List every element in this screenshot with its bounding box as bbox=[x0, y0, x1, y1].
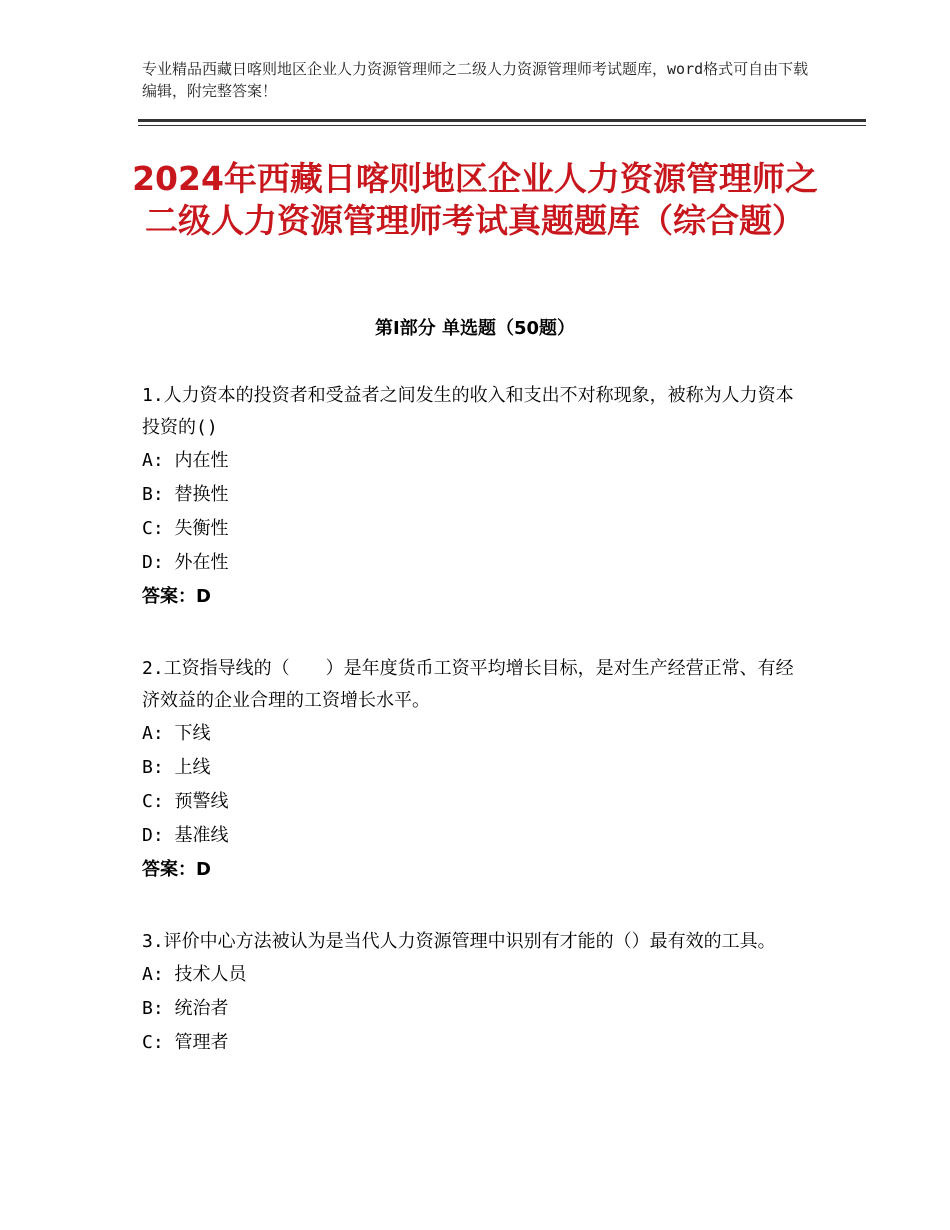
option-d: D: 基准线 bbox=[142, 825, 229, 846]
option-d: D: 外在性 bbox=[142, 552, 229, 573]
question-stem: 1.人力资本的投资者和受益者之间发生的收入和支出不对称现象，被称为人力资本投资的() bbox=[142, 385, 794, 438]
option-c: C: 管理者 bbox=[142, 1032, 229, 1053]
option-a: A: 下线 bbox=[142, 723, 211, 744]
question-3 bbox=[142, 926, 802, 1060]
option-c: C: 预警线 bbox=[142, 791, 229, 812]
option-b: B: 替换性 bbox=[142, 484, 229, 505]
question-2 bbox=[142, 653, 802, 887]
answer-label: 答案： bbox=[142, 859, 196, 880]
document-title: 2024年西藏日喀则地区企业人力资源管理师之二级人力资源管理师考试真题题库（综合题） bbox=[132, 159, 818, 240]
header-note: 专业精品西藏日喀则地区企业人力资源管理师之二级人力资源管理师考试题库，word格式可自由下载编辑，附完整答案！ bbox=[142, 60, 809, 100]
section-heading: 第Ⅰ部分 单选题（50题） bbox=[374, 318, 575, 339]
answer bbox=[142, 853, 802, 887]
option-a: A: 技术人员 bbox=[142, 964, 247, 985]
answer-value: D bbox=[196, 859, 211, 880]
answer-value: D bbox=[196, 586, 211, 607]
option-b: B: 统治者 bbox=[142, 998, 229, 1019]
answer-label: 答案： bbox=[142, 586, 196, 607]
question-stem: 3.评价中心方法被认为是当代人力资源管理中识别有才能的（）最有效的工具。 bbox=[142, 931, 776, 952]
option-a: A: 内在性 bbox=[142, 450, 229, 471]
question-1 bbox=[142, 380, 802, 614]
option-b: B: 上线 bbox=[142, 757, 211, 778]
header-rule-thin bbox=[138, 125, 866, 126]
answer bbox=[142, 580, 802, 614]
option-c: C: 失衡性 bbox=[142, 518, 229, 539]
question-stem: 2.工资指导线的（ ）是年度货币工资平均增长目标，是对生产经营正常、有经济效益的企业合理的工资增长水平。 bbox=[142, 658, 794, 711]
header-rule-thick bbox=[138, 119, 866, 122]
